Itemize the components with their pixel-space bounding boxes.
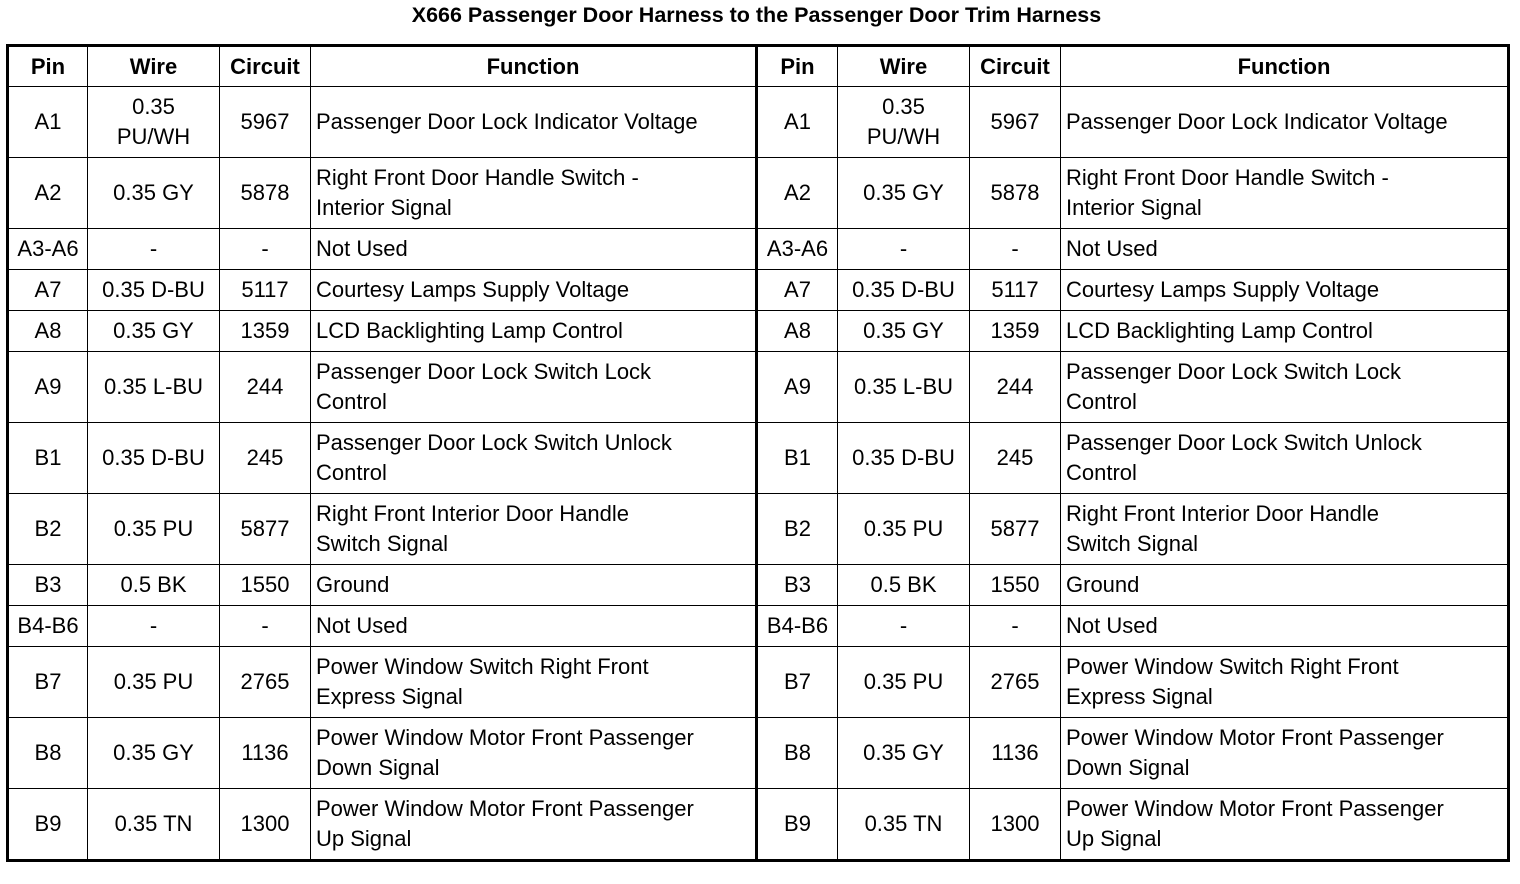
circuit-cell: 1136 <box>970 718 1061 789</box>
function-line: Passenger Door Lock Indicator Voltage <box>316 109 698 134</box>
table-row <box>8 229 1509 270</box>
pin-cell: A9 <box>8 352 88 423</box>
pin-cell: A9 <box>757 352 838 423</box>
function-cell <box>1061 423 1509 494</box>
wire-line: - <box>149 236 158 261</box>
function-cell <box>1061 352 1509 423</box>
wire-cell <box>88 311 220 352</box>
pin-cell: B9 <box>8 789 88 861</box>
function-cell <box>1061 229 1509 270</box>
wire-cell <box>88 87 220 158</box>
function-line: Power Window Motor Front Passenger <box>316 796 694 821</box>
function-cell <box>311 311 757 352</box>
header-circuit: Circuit <box>970 46 1061 87</box>
wire-cell <box>88 647 220 718</box>
table-row <box>8 352 1509 423</box>
function-cell <box>1061 565 1509 606</box>
wire-cell <box>838 647 970 718</box>
function-line: Not Used <box>1066 236 1158 261</box>
function-cell <box>311 789 757 861</box>
function-line: Switch Signal <box>1066 531 1199 556</box>
pin-cell: A1 <box>8 87 88 158</box>
pin-cell: A7 <box>8 270 88 311</box>
function-line: Control <box>316 389 387 414</box>
wire-cell <box>838 229 970 270</box>
function-line: Power Window Switch Right Front <box>1066 654 1399 679</box>
pin-cell: B7 <box>8 647 88 718</box>
circuit-cell: 245 <box>970 423 1061 494</box>
circuit-cell: 5878 <box>970 158 1061 229</box>
wire-line: 0.35 TN <box>114 811 193 836</box>
function-line: Right Front Door Handle Switch - <box>316 165 639 190</box>
function-line: Up Signal <box>316 826 412 851</box>
wire-line: 0.35 GY <box>863 740 944 765</box>
pinout-table <box>6 44 1510 862</box>
function-line: Courtesy Lamps Supply Voltage <box>316 277 630 302</box>
wire-line: PU/WH <box>116 124 191 149</box>
circuit-cell: 244 <box>970 352 1061 423</box>
header-pin: Pin <box>757 46 838 87</box>
function-line: Control <box>1066 460 1137 485</box>
wire-cell <box>838 270 970 311</box>
wire-cell <box>88 565 220 606</box>
table-row <box>8 87 1509 158</box>
wire-cell <box>838 423 970 494</box>
function-line: LCD Backlighting Lamp Control <box>316 318 623 343</box>
circuit-cell: 1359 <box>220 311 311 352</box>
header-wire: Wire <box>88 46 220 87</box>
function-line: Power Window Motor Front Passenger <box>1066 725 1444 750</box>
function-line: Power Window Motor Front Passenger <box>1066 796 1444 821</box>
wire-line: 0.5 BK <box>120 572 187 597</box>
pin-cell: B1 <box>757 423 838 494</box>
pin-cell: A3-A6 <box>757 229 838 270</box>
function-cell <box>311 423 757 494</box>
function-cell <box>311 270 757 311</box>
table-row <box>8 311 1509 352</box>
function-line: Down Signal <box>316 755 440 780</box>
wire-cell <box>838 352 970 423</box>
function-line: Passenger Door Lock Switch Unlock <box>1066 430 1422 455</box>
function-line: Up Signal <box>1066 826 1162 851</box>
wire-cell <box>88 718 220 789</box>
circuit-cell: 1300 <box>970 789 1061 861</box>
function-cell <box>1061 647 1509 718</box>
table-row <box>8 158 1509 229</box>
function-cell <box>1061 494 1509 565</box>
pin-cell: B8 <box>8 718 88 789</box>
function-cell <box>311 158 757 229</box>
wire-cell <box>838 789 970 861</box>
wire-cell <box>88 494 220 565</box>
header-function: Function <box>311 46 757 87</box>
function-cell <box>311 718 757 789</box>
function-line: Control <box>316 460 387 485</box>
function-cell <box>311 87 757 158</box>
circuit-cell: 244 <box>220 352 311 423</box>
circuit-cell: 5117 <box>970 270 1061 311</box>
pin-cell: A8 <box>8 311 88 352</box>
wire-line: 0.35 D-BU <box>102 277 205 302</box>
header-row <box>8 46 1509 87</box>
wire-cell <box>838 606 970 647</box>
pin-cell: B1 <box>8 423 88 494</box>
function-cell <box>1061 311 1509 352</box>
circuit-cell: - <box>220 229 311 270</box>
function-line: Passenger Door Lock Switch Lock <box>316 359 652 384</box>
pin-cell: B2 <box>757 494 838 565</box>
function-line: Switch Signal <box>316 531 449 556</box>
wire-line: 0.35 D-BU <box>852 445 955 470</box>
function-cell <box>311 352 757 423</box>
circuit-cell: 1550 <box>970 565 1061 606</box>
circuit-cell: - <box>970 606 1061 647</box>
function-cell <box>1061 87 1509 158</box>
pin-cell: A2 <box>8 158 88 229</box>
wire-cell <box>838 565 970 606</box>
wire-line: 0.35 L-BU <box>853 374 954 399</box>
function-line: Down Signal <box>1066 755 1190 780</box>
wire-cell <box>88 606 220 647</box>
wire-line: 0.35 D-BU <box>852 277 955 302</box>
wire-line: 0.35 PU <box>863 516 944 541</box>
wire-cell <box>88 423 220 494</box>
wire-line: 0.35 <box>882 94 925 119</box>
function-line: Right Front Door Handle Switch - <box>1066 165 1389 190</box>
pin-cell: B3 <box>8 565 88 606</box>
pin-cell: A8 <box>757 311 838 352</box>
function-line: Passenger Door Lock Switch Unlock <box>316 430 672 455</box>
pin-cell: A7 <box>757 270 838 311</box>
pin-cell: B3 <box>757 565 838 606</box>
wire-line: - <box>899 236 908 261</box>
pin-cell: B4-B6 <box>8 606 88 647</box>
wire-cell <box>838 158 970 229</box>
function-line: Power Window Switch Right Front <box>316 654 649 679</box>
function-line: Interior Signal <box>316 195 452 220</box>
circuit-cell: 1550 <box>220 565 311 606</box>
circuit-cell: - <box>220 606 311 647</box>
circuit-cell: 1136 <box>220 718 311 789</box>
function-line: Right Front Interior Door Handle <box>316 501 630 526</box>
circuit-cell: 5117 <box>220 270 311 311</box>
table-row <box>8 423 1509 494</box>
function-cell <box>1061 718 1509 789</box>
wire-line: 0.35 GY <box>863 180 944 205</box>
wire-line: 0.35 GY <box>113 318 194 343</box>
wire-line: 0.35 GY <box>113 180 194 205</box>
pin-cell: A3-A6 <box>8 229 88 270</box>
function-line: Express Signal <box>1066 684 1213 709</box>
circuit-cell: 5967 <box>970 87 1061 158</box>
wire-cell <box>88 352 220 423</box>
wire-cell <box>838 494 970 565</box>
function-line: Ground <box>1066 572 1140 597</box>
pin-cell: B8 <box>757 718 838 789</box>
wire-line: - <box>149 613 158 638</box>
circuit-cell: - <box>970 229 1061 270</box>
pin-cell: B4-B6 <box>757 606 838 647</box>
function-line: Ground <box>316 572 390 597</box>
table-row <box>8 565 1509 606</box>
circuit-cell: 5878 <box>220 158 311 229</box>
function-line: Power Window Motor Front Passenger <box>316 725 694 750</box>
header-circuit: Circuit <box>220 46 311 87</box>
table-row <box>8 270 1509 311</box>
function-line: Express Signal <box>316 684 463 709</box>
function-line: Not Used <box>316 613 408 638</box>
wire-cell <box>838 718 970 789</box>
circuit-cell: 5877 <box>970 494 1061 565</box>
function-line: Right Front Interior Door Handle <box>1066 501 1380 526</box>
function-line: Not Used <box>1066 613 1158 638</box>
wire-cell <box>88 158 220 229</box>
wire-line: 0.35 PU <box>113 669 194 694</box>
table-row <box>8 494 1509 565</box>
pin-cell: B9 <box>757 789 838 861</box>
circuit-cell: 5967 <box>220 87 311 158</box>
header-function: Function <box>1061 46 1509 87</box>
wire-cell <box>838 311 970 352</box>
wire-line: 0.35 GY <box>113 740 194 765</box>
function-line: Control <box>1066 389 1137 414</box>
function-line: Not Used <box>316 236 408 261</box>
circuit-cell: 1300 <box>220 789 311 861</box>
wire-line: 0.35 D-BU <box>102 445 205 470</box>
header-pin: Pin <box>8 46 88 87</box>
circuit-cell: 2765 <box>220 647 311 718</box>
wire-line: 0.5 BK <box>870 572 937 597</box>
circuit-cell: 5877 <box>220 494 311 565</box>
function-line: Passenger Door Lock Switch Lock <box>1066 359 1402 384</box>
table-row <box>8 606 1509 647</box>
wire-cell <box>88 270 220 311</box>
wire-cell <box>88 229 220 270</box>
wire-line: 0.35 GY <box>863 318 944 343</box>
function-line: Interior Signal <box>1066 195 1202 220</box>
page-title: X666 Passenger Door Harness to the Passenger Door Trim Harness <box>411 3 1102 27</box>
wire-line: 0.35 <box>132 94 175 119</box>
function-cell <box>311 494 757 565</box>
pin-cell: A2 <box>757 158 838 229</box>
table-row <box>8 647 1509 718</box>
function-cell <box>1061 789 1509 861</box>
wire-line: PU/WH <box>866 124 941 149</box>
header-wire: Wire <box>838 46 970 87</box>
pin-cell: B7 <box>757 647 838 718</box>
wire-line: 0.35 PU <box>113 516 194 541</box>
table-row <box>8 718 1509 789</box>
function-cell <box>1061 270 1509 311</box>
pin-cell: B2 <box>8 494 88 565</box>
function-cell <box>311 229 757 270</box>
wire-cell <box>88 789 220 861</box>
function-cell <box>1061 158 1509 229</box>
function-cell <box>1061 606 1509 647</box>
table-row <box>8 789 1509 861</box>
circuit-cell: 2765 <box>970 647 1061 718</box>
wire-cell <box>838 87 970 158</box>
function-cell <box>311 565 757 606</box>
function-line: Courtesy Lamps Supply Voltage <box>1066 277 1380 302</box>
wire-line: - <box>899 613 908 638</box>
function-cell <box>311 606 757 647</box>
circuit-cell: 1359 <box>970 311 1061 352</box>
circuit-cell: 245 <box>220 423 311 494</box>
wire-line: 0.35 PU <box>863 669 944 694</box>
function-line: Passenger Door Lock Indicator Voltage <box>1066 109 1448 134</box>
wire-line: 0.35 L-BU <box>103 374 204 399</box>
function-line: LCD Backlighting Lamp Control <box>1066 318 1373 343</box>
pin-cell: A1 <box>757 87 838 158</box>
wire-line: 0.35 TN <box>864 811 943 836</box>
function-cell <box>311 647 757 718</box>
